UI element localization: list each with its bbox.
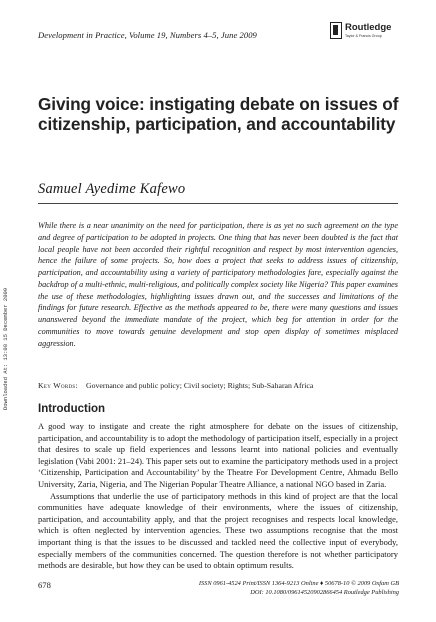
paragraph: A good way to instigate and create the right atmosphere for debate on the issues of citizenship, participation, and accountability is to adopt the methodology of participation itself, especially in a project that desires to scale up field experiences and lessons learnt into national policies and eventually legislation (Vabi 2001: 21–24). This paper sets out to examine the participatory methods used in a project ‘Citizenship, Participation and Accountability’ by the Theatre For Development Centre, Ahmadu Bello University, Zaria, Nigeria, and The Nigerian Popular Theatre Alliance, a national NGO based in Zaria. [38, 421, 398, 489]
paragraph: Assumptions that underlie the use of participatory methods in this kind of project are that the local communities have adequate knowledge of their environments, where the issues of citizenship, participation, and accountability apply, and that the project recognises and respects local knowledge, which is often neglected by intervention agencies. These two assumptions recognise that the most important thing is that the issues to be discussed and tackled need the collective input of everybody, especially members of the communities concerned. The question therefore is not whether participatory methods are desirable, but how they can be used to obtain optimum results. [38, 490, 398, 571]
publisher-name: Routledge [345, 22, 392, 33]
body-text [38, 421, 398, 572]
page-number: 678 [38, 580, 51, 590]
abstract: While there is a near unanimity on the need for participation, there is as yet no such agreement on the type and degree of participation to be adopted in projects. One thing that has never been doubted is the fact that local people have not been accorded their rightful recognition and respect by most intervention agencies, hence the failure of some projects. So, how does a project that seeks to address issues of citizenship, participation, and accountability using a variety of participatory methodologies fare, especially against the backdrop of a multi-ethnic, multi-religious, and politically complex society like Nigeria? This paper examines the use of these methodologies, highlighting issues drawn out, and the successes and limitations of the findings for future research. Effective as the methods appeared to be, there were many questions and issues unanswered beyond the immediate mandate of the project, which beg for attention in order for the communities to move towards genuine development and stop open display of sometimes misplaced aggression. [38, 221, 398, 348]
section-heading: Introduction [38, 403, 106, 415]
issn-line: ISSN 0961-4524 Print/ISSN 1364-9213 Online ♦ 50678-10 © 2009 Oxfam GB [198, 580, 399, 587]
keywords-list: Governance and public policy; Civil society; Rights; Sub-Saharan Africa [85, 381, 314, 390]
keywords-label: Key Words: [38, 381, 78, 390]
keywords [38, 381, 398, 390]
publisher-logo [330, 21, 400, 43]
publication-footer [99, 580, 399, 597]
article-title: Giving voice: instigating debate on issues of citizenship, participation, and accountability [38, 94, 399, 134]
doi-line: DOI: 10.1080/09614520902866454 Routledge Publishing [250, 588, 399, 596]
running-head: Development in Practice, Volume 19, Numbers 4–5, June 2009 [38, 30, 257, 40]
title-divider [38, 203, 398, 204]
download-stamp: Downloaded At: 13:08 15 December 2009 [2, 287, 9, 410]
publisher-tagline: Taylor & Francis Group [345, 34, 382, 38]
author-name: Samuel Ayedime Kafewo [38, 181, 186, 197]
routledge-mark-icon [330, 22, 342, 39]
